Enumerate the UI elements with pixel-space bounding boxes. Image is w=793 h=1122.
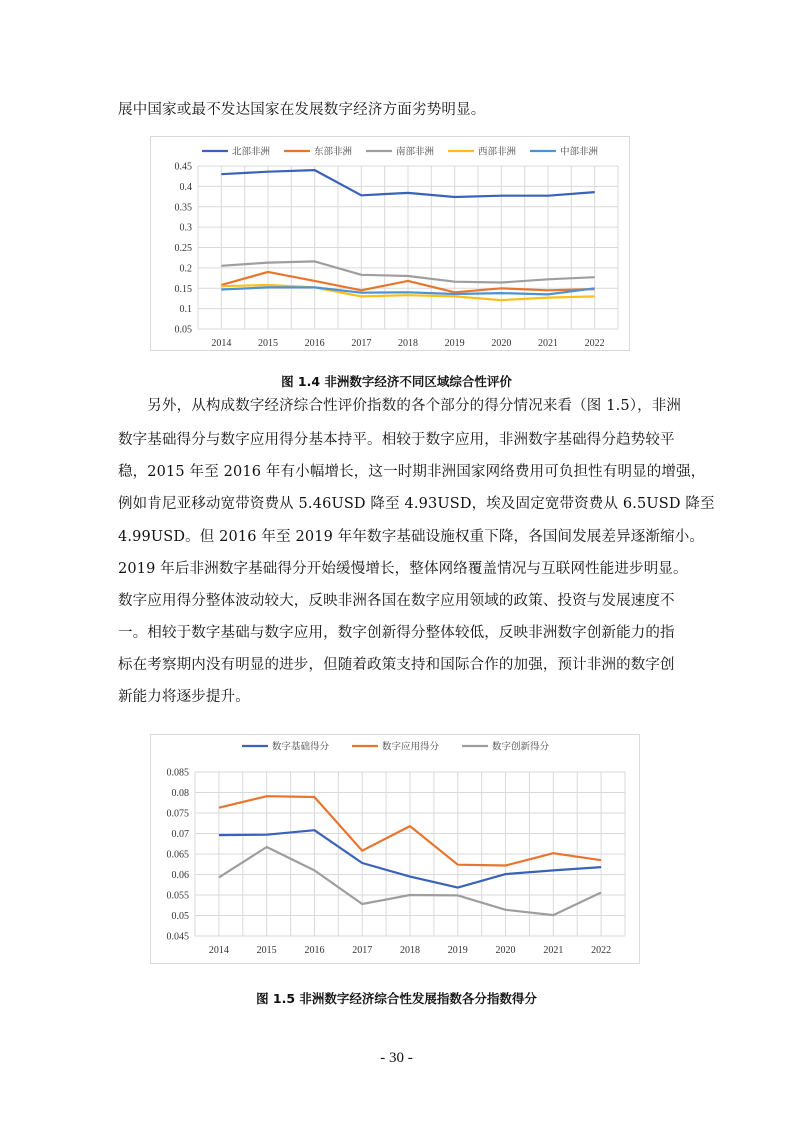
paragraph-line: 例如肯尼亚移动宽带资费从 5.46USD 降至 4.93USD，埃及固定宽带资费从 6.5USD 降至 (118, 496, 715, 512)
x-tick-label: 2017 (352, 945, 373, 956)
y-tick-label: 0.2 (179, 263, 192, 275)
paragraph-line: 一。相较于数字基础与数字应用，数字创新得分整体较低，反映非洲数字创新能力的指 (118, 625, 675, 641)
paragraph-line: 另外，从构成数字经济综合性评价指数的各个部分的得分情况来看（图 1.5），非洲 (118, 398, 682, 414)
y-tick-label: 0.045 (166, 931, 189, 943)
paragraph-line: 数字基础得分与数字应用得分基本持平。相较于数字应用，非洲数字基础得分趋势较平 (118, 432, 675, 448)
legend-label: 南部非洲 (396, 146, 435, 158)
legend-label: 北部非洲 (232, 146, 271, 158)
legend-label: 西部非洲 (478, 146, 517, 158)
chart-1-4-svg (150, 136, 630, 351)
chart-1-5-svg (150, 734, 640, 964)
y-tick-label: 0.06 (171, 870, 189, 881)
y-tick-label: 0.07 (171, 829, 189, 840)
x-tick-label: 2022 (584, 338, 605, 349)
x-tick-label: 2020 (491, 338, 512, 349)
x-tick-label: 2016 (304, 338, 325, 349)
x-tick-label: 2017 (351, 338, 372, 349)
figure-1-5-line-chart (150, 734, 640, 964)
x-tick-label: 2022 (591, 945, 612, 956)
y-tick-label: 0.08 (171, 788, 189, 799)
y-tick-label: 0.4 (179, 181, 192, 193)
y-tick-label: 0.065 (166, 849, 189, 861)
x-tick-label: 2016 (304, 945, 325, 956)
y-tick-label: 0.05 (171, 911, 189, 922)
y-tick-label: 0.3 (179, 222, 192, 234)
figure-1-5-caption: 图 1.5 非洲数字经济综合性发展指数各分指数得分 (256, 991, 537, 1006)
paragraph-line: 标在考察期内没有明显的进步，但随着政策支持和国际合作的加强，预计非洲的数字创 (118, 657, 675, 673)
x-tick-label: 2019 (447, 945, 468, 956)
x-tick-label: 2018 (398, 338, 418, 349)
chart-frame (151, 137, 630, 351)
y-tick-label: 0.1 (179, 304, 192, 316)
y-tick-label: 0.075 (166, 808, 189, 820)
x-tick-label: 2015 (256, 945, 277, 956)
figure-1-4-line-chart (150, 136, 630, 351)
paragraph-line: 新能力将逐步提升。 (118, 689, 250, 705)
y-tick-label: 0.05 (174, 324, 192, 336)
y-tick-label: 0.35 (174, 202, 192, 214)
paragraph-line: 2019 年后非洲数字基础得分开始缓慢增长，整体网络覆盖情况与互联网性能进步明显。 (118, 561, 688, 577)
legend-label: 中部非洲 (560, 146, 599, 158)
legend-label: 数字创新得分 (492, 741, 550, 753)
page-number: - 30 - (380, 1050, 413, 1066)
paragraph-line: 数字应用得分整体波动较大，反映非洲各国在数字应用领域的政策、投资与发展速度不 (118, 593, 675, 609)
x-tick-label: 2014 (208, 945, 229, 956)
x-tick-label: 2020 (495, 945, 516, 956)
legend-label: 数字基础得分 (272, 741, 330, 753)
x-tick-label: 2019 (444, 338, 465, 349)
legend-label: 数字应用得分 (382, 741, 440, 753)
x-tick-label: 2021 (538, 338, 558, 349)
intro-text-line: 展中国家或最不发达国家在发展数字经济方面劣势明显。 (118, 102, 486, 118)
x-tick-label: 2018 (400, 945, 420, 956)
y-tick-label: 0.45 (174, 161, 192, 173)
y-tick-label: 0.055 (166, 890, 189, 902)
paragraph-line: 稳，2015 年至 2016 年有小幅增长，这一时期非洲国家网络费用可负担性有明显的增强， (118, 464, 706, 480)
legend-label: 东部非洲 (314, 146, 353, 158)
chart-frame (151, 735, 640, 964)
x-tick-label: 2021 (543, 945, 564, 956)
y-tick-label: 0.25 (174, 243, 192, 254)
x-tick-label: 2015 (258, 338, 278, 349)
y-tick-label: 0.15 (174, 283, 192, 295)
paragraph-line: 4.99USD。但 2016 年至 2019 年年数字基础设施权重下降，各国间发展差异逐渐缩小。 (118, 529, 705, 545)
y-tick-label: 0.085 (166, 767, 189, 779)
x-tick-label: 2014 (211, 338, 232, 349)
figure-1-4-caption: 图 1.4 非洲数字经济不同区域综合性评价 (281, 374, 512, 389)
